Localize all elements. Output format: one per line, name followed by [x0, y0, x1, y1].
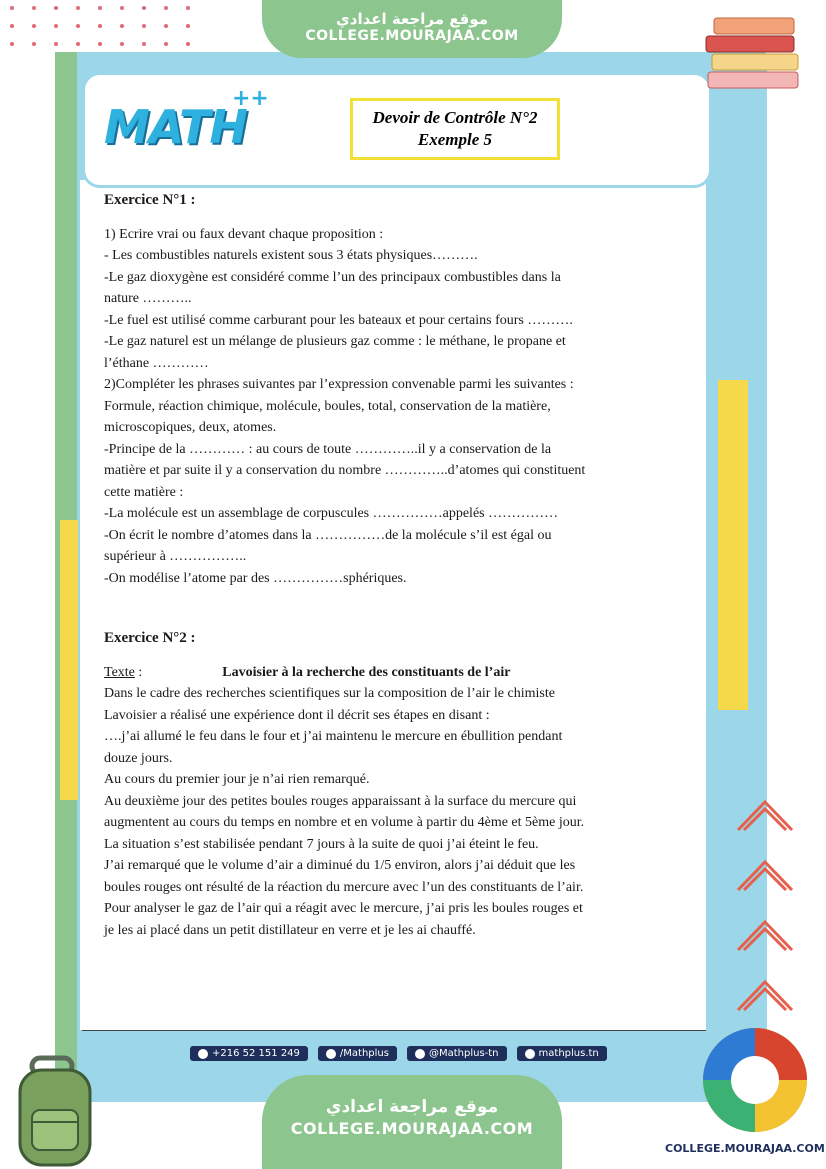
ex1-line: -On modélise l’atome par des ……………sphériques.	[104, 570, 407, 586]
phone-text: +216 52 151 249	[212, 1048, 300, 1059]
exercise-1	[104, 190, 654, 589]
site-arabic-name: موقع مراجعة اعدادي	[336, 10, 488, 28]
exercise-2	[104, 628, 654, 941]
decorative-dots	[0, 0, 240, 60]
exam-title-box	[350, 98, 560, 160]
facebook-link[interactable]	[318, 1046, 397, 1061]
frame-accent-yellow	[718, 380, 748, 710]
ex2-line: J’ai remarqué que le volume d’air a diminué du 1/5 environ, alors j’ai déduit que les	[104, 858, 576, 873]
ex1-line: cette matière :	[104, 484, 184, 500]
ex2-line: La situation s’est stabilisée pendant 7 jours à la suite de quoi j’ai éteint le feu.	[104, 836, 539, 852]
phone-link[interactable]	[190, 1046, 308, 1061]
youtube-icon	[415, 1049, 425, 1059]
site-domain: COLLEGE.MOURAJAA.COM	[305, 28, 519, 44]
school-subjects-wheel-icon	[694, 1022, 816, 1140]
ex1-line: -On écrit le nombre d’atomes dans la ……………de la molécule s’il est égal ou	[104, 527, 552, 543]
ex2-line: Dans le cadre des recherches scientifiques sur la composition de l’air le chimiste	[104, 686, 555, 701]
ex1-line: -Principe de la ………… : au cours de toute …………..il y a conservation de la	[104, 441, 552, 457]
ex1-line: 2)Compléter les phrases suivantes par l’expression convenable parmi les suivantes :	[104, 377, 574, 392]
chevron-decoration-icon	[730, 790, 800, 1040]
footer-divider	[82, 1030, 706, 1031]
youtube-text: @Mathplus-tn	[428, 1048, 499, 1059]
ex1-line: Formule, réaction chimique, molécule, boules, total, conservation de la matière,	[104, 398, 551, 414]
ex2-line: Au deuxième jour des petites boules rouges apparaissant à la surface du mercure qui	[104, 793, 577, 809]
math-logo: MATH	[104, 100, 247, 154]
texte-header	[104, 662, 654, 684]
backpack-icon	[10, 1050, 110, 1169]
exam-title: Devoir de Contrôle N°2	[372, 108, 538, 127]
ex2-line: Pour analyser le gaz de l’air qui a réagit avec le mercure, j’ai pris les boules rouges et	[104, 901, 583, 916]
website-text: mathplus.tn	[538, 1048, 599, 1059]
brand-footer-text: COLLEGE.MOURAJAA.COM	[665, 1142, 825, 1155]
ex2-line: je les ai placé dans un petit distillateur en verre et je les ai chauffé.	[104, 922, 476, 938]
whatsapp-icon	[198, 1049, 208, 1059]
ex2-line: douze jours.	[104, 750, 173, 766]
books-icon	[700, 10, 810, 100]
ex2-line: Lavoisier a réalisé une expérience dont il décrit ses étapes en disant :	[104, 707, 490, 723]
texte-colon: :	[138, 664, 143, 680]
ex2-line: boules rouges ont résulté de la réaction du mercure avec l’un des constituants de l’air.	[104, 879, 584, 895]
ex2-line: augmentent au cours du temps en nombre et en volume à partir du 4ème et 5ème jour.	[104, 815, 585, 830]
frame-accent-yellow-left	[60, 520, 78, 800]
ex1-line: -Le fuel est utilisé comme carburant pour les bateaux et pour certains fours ……….	[104, 312, 573, 328]
globe-icon	[525, 1049, 535, 1059]
exam-subtitle: Exemple 5	[417, 130, 493, 149]
youtube-link[interactable]	[407, 1046, 507, 1061]
ex1-line: supérieur à ……………..	[104, 549, 247, 564]
top-site-banner[interactable]	[262, 0, 562, 58]
bottom-site-banner[interactable]	[262, 1075, 562, 1169]
ex1-line: microscopiques, deux, atomes.	[104, 420, 277, 435]
ex1-line: nature ………..	[104, 291, 192, 306]
website-link[interactable]	[517, 1046, 607, 1061]
site-arabic-name-bottom: موقع مراجعة اعدادي	[325, 1097, 499, 1117]
exercise-2-title: Exercice N°2 :	[104, 630, 196, 646]
facebook-icon	[326, 1049, 336, 1059]
ex1-line: -Le gaz naturel est un mélange de plusieurs gaz comme : le méthane, le propane et	[104, 334, 566, 349]
ex1-line: -La molécule est un assemblage de corpuscules ……………appelés ……………	[104, 506, 559, 521]
ex1-line: - Les combustibles naturels existent sous 3 états physiques……….	[104, 248, 478, 263]
ex1-line: 1) Ecrire vrai ou faux devant chaque proposition :	[104, 226, 384, 242]
exercise-1-title: Exercice N°1 :	[104, 192, 196, 208]
ex2-line: ….j’ai allumé le feu dans le four et j’ai maintenu le mercure en ébullition pendant	[104, 729, 563, 744]
ex1-line: -Le gaz dioxygène est considéré comme l’un des principaux combustibles dans la	[104, 269, 561, 285]
social-links	[190, 1046, 607, 1061]
ex1-line: l’éthane …………	[104, 355, 209, 371]
ex2-line: Au cours du premier jour je n’ai rien remarqué.	[104, 772, 370, 787]
facebook-text: /Mathplus	[339, 1048, 389, 1059]
ex1-line: matière et par suite il y a conservation du nombre …………..d’atomes qui constituent	[104, 463, 586, 478]
site-domain-bottom: COLLEGE.MOURAJAA.COM	[290, 1119, 534, 1138]
texte-heading: Lavoisier à la recherche des constituants de l’air	[222, 664, 511, 680]
texte-label: Texte	[104, 664, 135, 680]
math-logo-plus: ++	[232, 86, 269, 111]
